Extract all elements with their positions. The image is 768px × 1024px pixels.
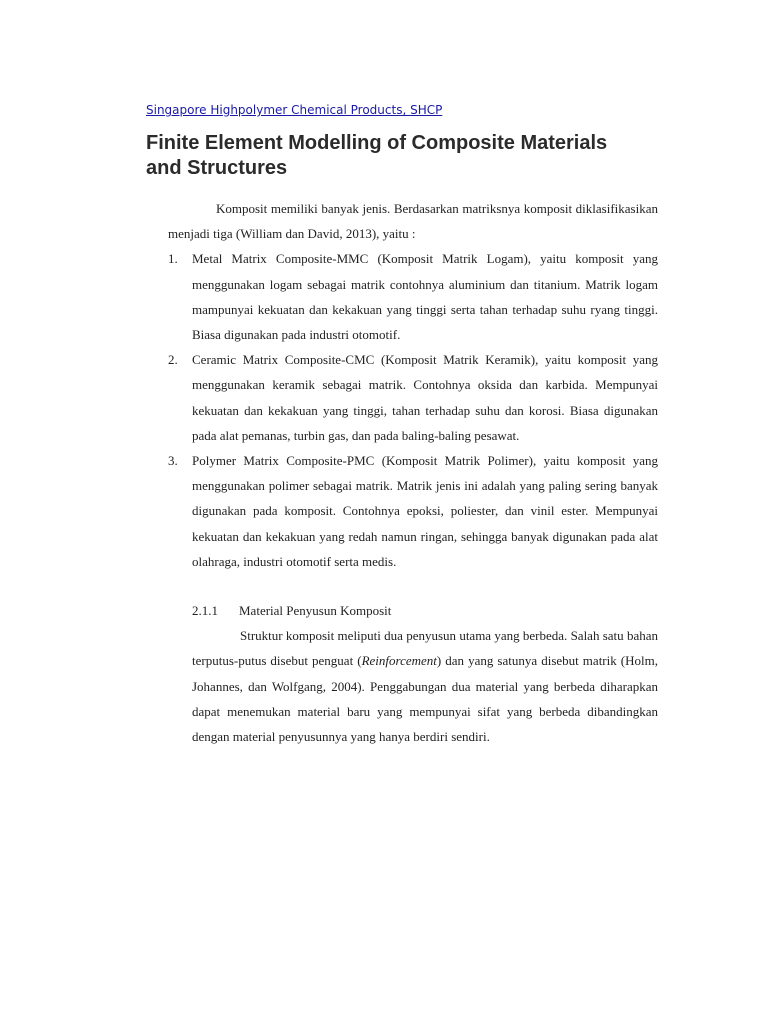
source-link[interactable]: Singapore Highpolymer Chemical Products, SHCP xyxy=(146,103,443,117)
subsection-paragraph xyxy=(168,623,658,749)
composite-types-list xyxy=(168,246,658,574)
intro-paragraph: Komposit memiliki banyak jenis. Berdasarkan matriksnya komposit diklasifikasikan menjadi tiga (William dan David, 2013), yaitu : xyxy=(168,201,658,242)
list-item xyxy=(168,347,658,448)
list-item-text: Ceramic Matrix Composite-CMC (Komposit Matrik Keramik), yaitu komposit yang menggunakan keramik sebagai matrik. Contohnya oksida dan karbida. Mempunyai kekuatan dan kekakuan yang tinggi, tahan terhadap suhu dan korosi. Biasa digunakan pada alat pemanas, turbin gas, dan pada baling-baling pesawat. xyxy=(192,352,658,443)
subsection-text-before: Struktur komposit meliputi dua penyusun utama yang berbeda. Salah satu bahan terputus-putus disebut penguat ( xyxy=(192,628,658,669)
list-item-number: 3. xyxy=(168,453,178,469)
document-body xyxy=(168,196,658,749)
subsection-number: 2.1.1 xyxy=(192,603,218,619)
reinforcement-term: Reinforcement xyxy=(361,653,437,669)
list-item-number: 1. xyxy=(168,251,178,267)
subsection-heading xyxy=(168,598,658,623)
list-item-text: Metal Matrix Composite-MMC (Komposit Matrik Logam), yaitu komposit yang menggunakan logam sebagai matrik contohnya aluminium dan titanium. Matrik logam mampunyai kekuatan dan kekakuan yang tinggi serta tahan terhadap suhu ryang tinggi. Biasa digunakan pada industri otomotif. xyxy=(192,251,658,343)
list-item-text: Polymer Matrix Composite-PMC (Komposit Matrik Polimer), yaitu komposit yang menggunakan polimer sebagai matrik. Matrik jenis ini adalah yang paling sering banyak digunakan pada komposit. Contohnya epoksi, poliester, dan vinil ester. Mempunyai kekuatan dan kekakuan yang redah namun ringan, sehingga banyak digunakan pada alat olahraga, industri otomotif serta medis. xyxy=(192,453,658,569)
list-item-number: 2. xyxy=(168,352,178,368)
list-item xyxy=(168,448,658,574)
page-title: Finite Element Modelling of Composite Materials and Structures xyxy=(146,132,608,179)
subsection-title: Material Penyusun Komposit xyxy=(239,603,392,619)
list-item xyxy=(168,246,658,347)
subsection-text-after: ) dan yang satunya disebut matrik (Holm, Johannes, dan Wolfgang, 2004). Penggabungan dua material yang berbeda diharapkan dapat menemukan material baru yang mempunyai sifat yang berbeda dibandingkan dengan material penyusunnya yang hanya berdiri sendiri. xyxy=(192,653,658,745)
